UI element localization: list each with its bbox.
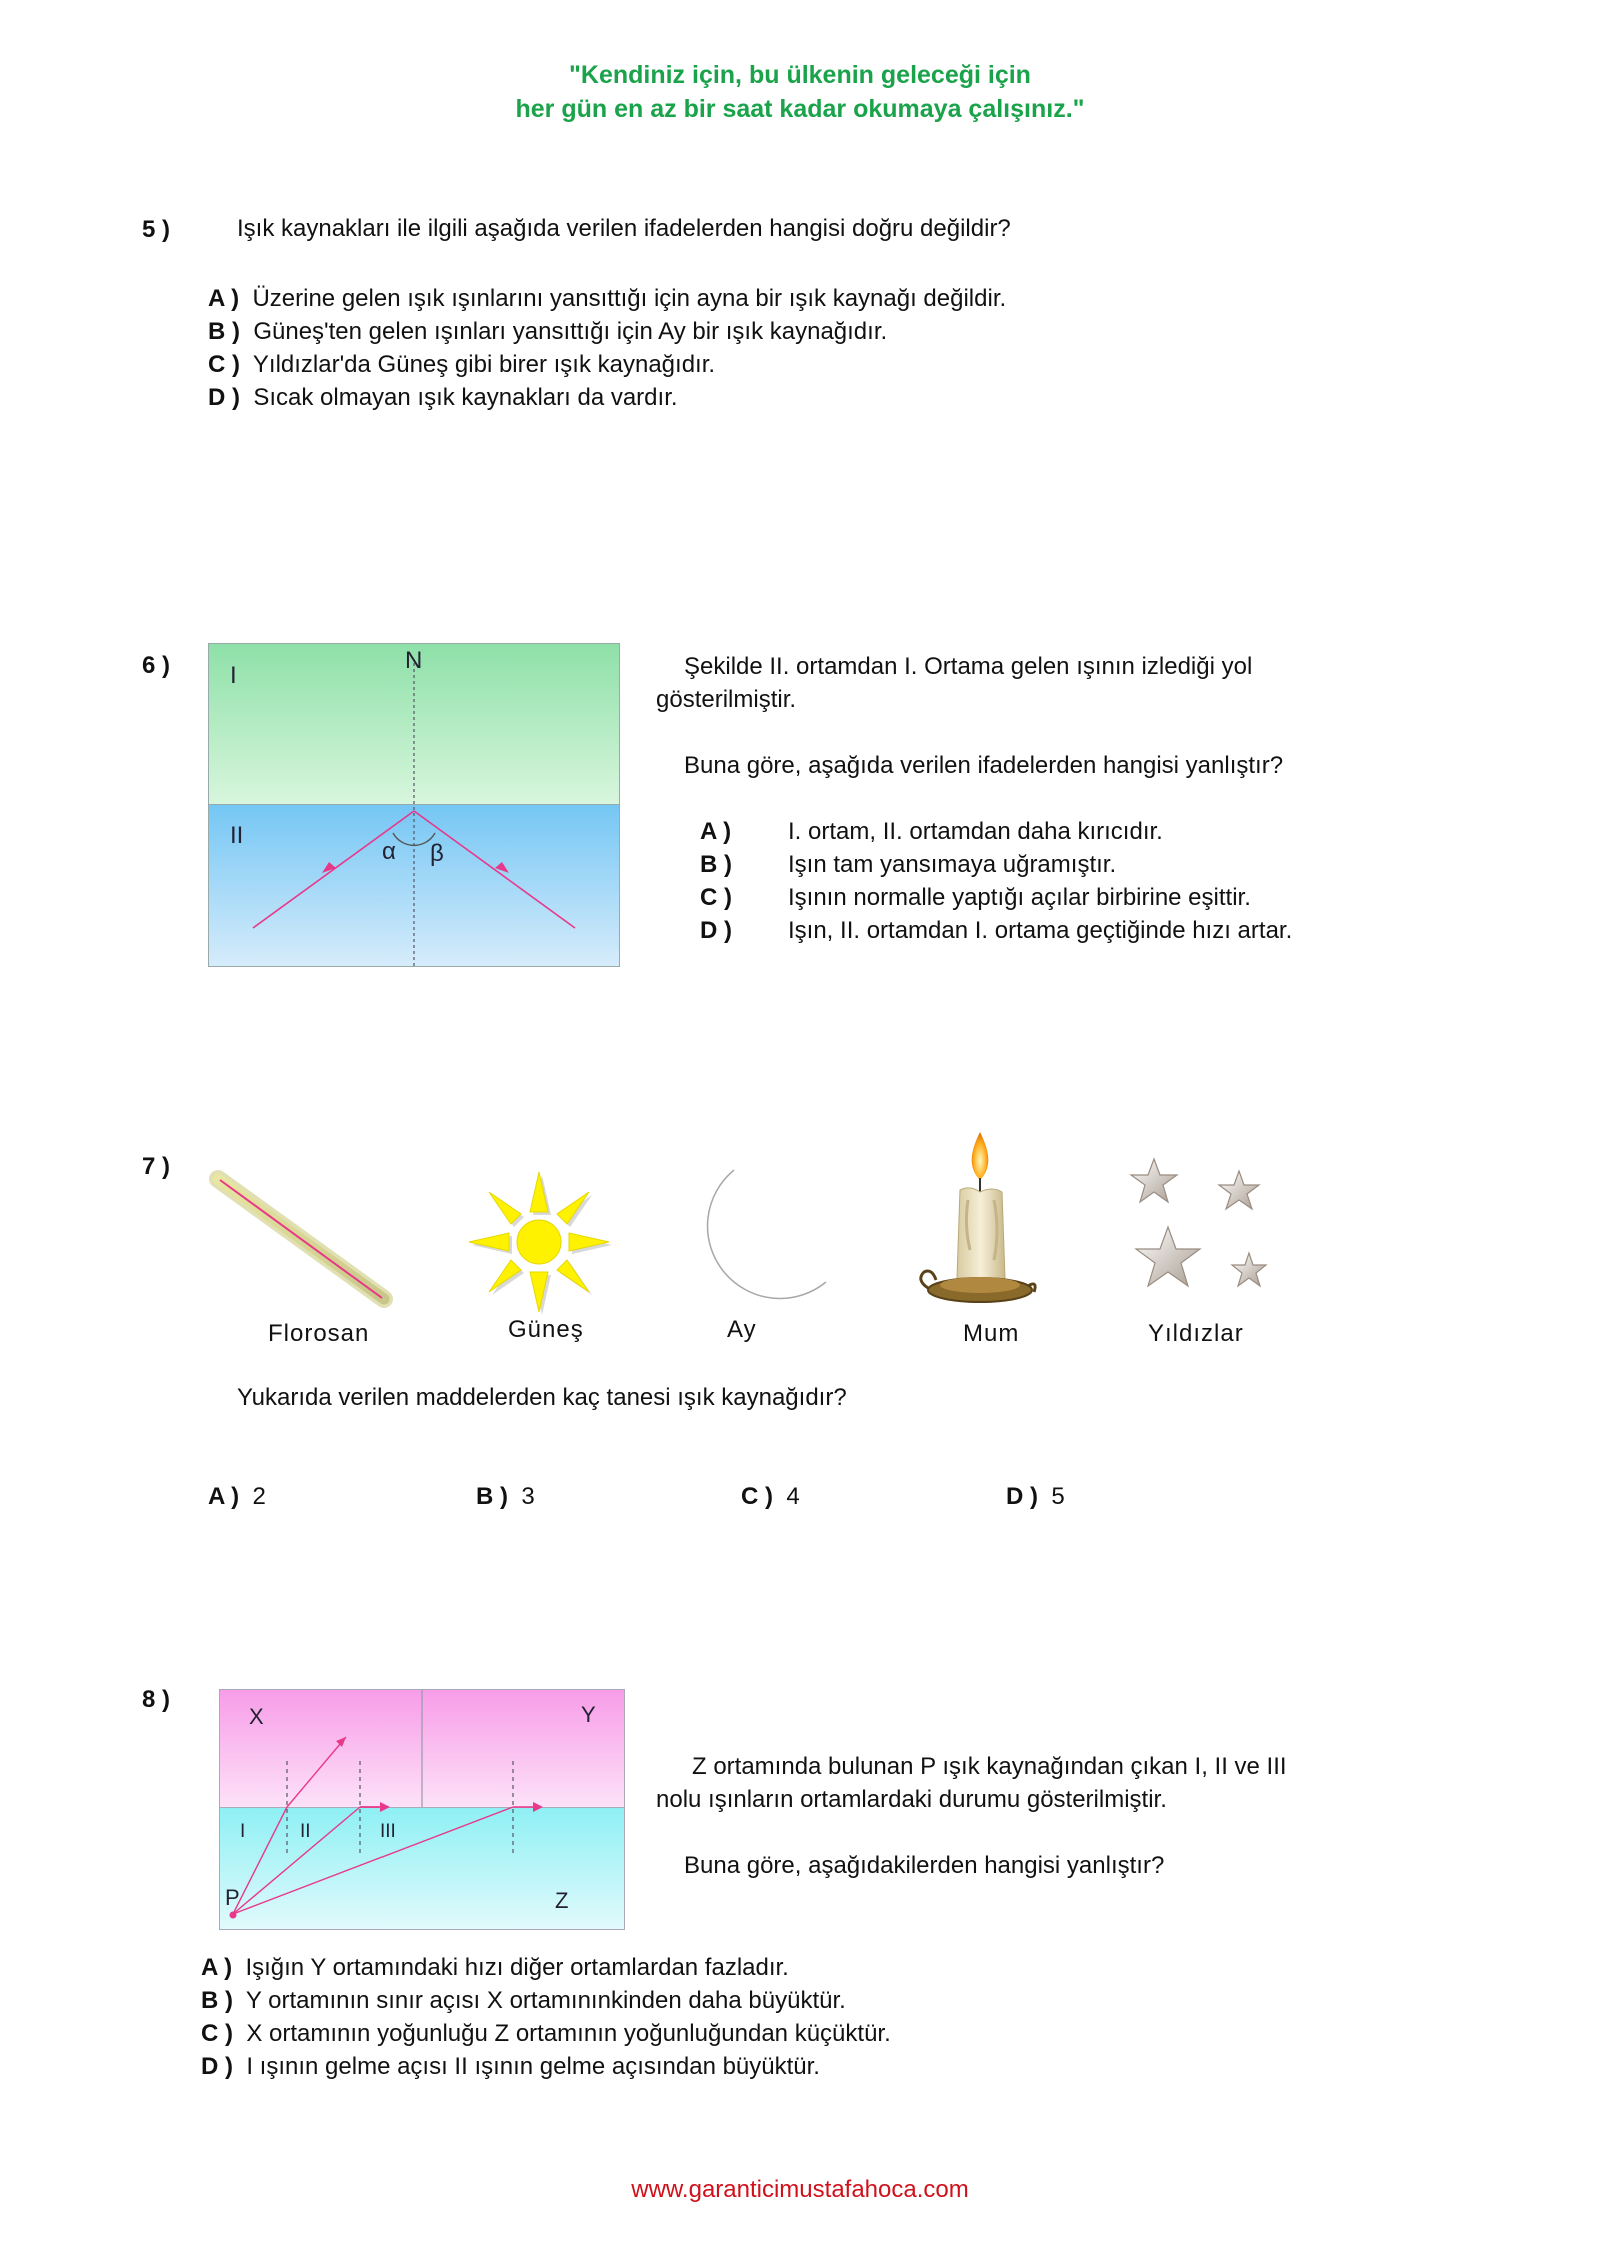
label-medium-ii: II [230, 822, 244, 849]
label-ray-iii: III [380, 1821, 396, 1842]
question-number: 5 ) [142, 216, 171, 243]
option-text: Işığın Y ortamındaki hızı diğer ortamlardan fazladır. [245, 1954, 789, 1981]
motto-line-2: her gün en az bir saat kadar okumaya çalışınız." [515, 95, 1085, 123]
option-text: 4 [786, 1483, 800, 1510]
option-text: X ortamının yoğunluğu Z ortamının yoğunluğundan küçüktür. [246, 2020, 891, 2047]
media-figure [219, 1689, 625, 1931]
option-a[interactable] [700, 815, 1163, 848]
option-a[interactable] [208, 282, 1006, 315]
image-label-mum: Mum [963, 1320, 1020, 1347]
option-letter: D ) [700, 917, 732, 944]
label-ray-ii: II [300, 1821, 311, 1842]
image-label-gunes: Güneş [508, 1316, 584, 1343]
option-letter: C ) [741, 1483, 773, 1510]
option-letter: A ) [208, 285, 240, 312]
option-d[interactable] [1006, 1480, 1065, 1513]
label-beta: β [430, 840, 444, 867]
option-letter: B ) [700, 851, 732, 878]
question-text: Işık kaynakları ile ilgili aşağıda verilen ifadelerden hangisi doğru değildir? [237, 215, 1011, 242]
option-text: 3 [521, 1483, 535, 1510]
footer-link[interactable]: www.garanticimustafahoca.com [631, 2176, 969, 2203]
option-c[interactable] [741, 1480, 800, 1513]
option-letter: B ) [208, 318, 240, 345]
option-text: Işın tam yansımaya uğramıştır. [788, 851, 1117, 878]
label-x: X [249, 1704, 264, 1729]
option-letter: A ) [201, 1954, 233, 1981]
option-d[interactable] [700, 914, 1292, 947]
question-prompt: Yukarıda verilen maddelerden kaç tanesi ışık kaynağıdır? [237, 1384, 847, 1411]
option-c[interactable] [208, 348, 715, 381]
question-number: 7 ) [142, 1153, 171, 1180]
question-prompt: Buna göre, aşağıdakilerden hangisi yanlıştır? [684, 1852, 1165, 1879]
question-text-line-2: nolu ışınların ortamlardaki durumu gösterilmiştir. [656, 1786, 1167, 1813]
fluorescent-tube-icon [206, 1165, 396, 1315]
option-b[interactable] [201, 1984, 846, 2017]
label-z: Z [555, 1888, 569, 1913]
option-a[interactable] [208, 1480, 266, 1513]
option-letter: D ) [201, 2053, 233, 2080]
option-a[interactable] [201, 1951, 789, 1984]
image-label-florosan: Florosan [268, 1320, 370, 1347]
option-letter: C ) [700, 884, 732, 911]
option-letter: D ) [1006, 1483, 1038, 1510]
option-b[interactable] [208, 315, 887, 348]
label-medium-i: I [230, 662, 237, 689]
motto-line-1: "Kendiniz için, bu ülkenin geleceği için [569, 61, 1031, 89]
option-text: Işın, II. ortamdan I. ortama geçtiğinde hızı artar. [788, 917, 1293, 944]
option-text: Sıcak olmayan ışık kaynakları da vardır. [253, 384, 678, 411]
question-number: 8 ) [142, 1686, 171, 1713]
option-letter: C ) [208, 351, 240, 378]
candle-icon [910, 1130, 1040, 1315]
option-text: Yıldızlar'da Güneş gibi birer ışık kaynağıdır. [252, 351, 716, 378]
refraction-figure [208, 643, 620, 968]
sun-icon [464, 1170, 614, 1315]
option-b[interactable] [476, 1480, 535, 1513]
option-letter: C ) [201, 2020, 233, 2047]
option-text: Üzerine gelen ışık ışınlarını yansıttığı için ayna bir ışık kaynağı değildir. [252, 285, 1007, 312]
option-letter: A ) [700, 818, 732, 845]
label-normal: N [405, 647, 423, 674]
question-text-line-2: gösterilmiştir. [656, 686, 797, 713]
option-letter: A ) [208, 1483, 240, 1510]
option-letter: B ) [201, 1987, 233, 2014]
label-p: P [225, 1885, 240, 1910]
option-letter: B ) [476, 1483, 508, 1510]
label-ray-i: I [240, 1821, 246, 1842]
stars-icon [1124, 1155, 1274, 1315]
option-text: 2 [252, 1483, 266, 1510]
option-c[interactable] [700, 881, 1251, 914]
option-text: I ışının gelme açısı II ışının gelme açısından büyüktür. [246, 2053, 820, 2080]
option-text: Y ortamının sınır açısı X ortamınınkinden daha büyüktür. [245, 1987, 846, 2014]
label-y: Y [581, 1702, 596, 1727]
option-b[interactable] [700, 848, 1116, 881]
question-number: 6 ) [142, 652, 171, 679]
option-c[interactable] [201, 2017, 891, 2050]
question-text-line-1: Şekilde II. ortamdan I. Ortama gelen ışının izlediği yol [684, 653, 1253, 680]
option-text: I. ortam, II. ortamdan daha kırıcıdır. [788, 818, 1163, 845]
image-label-yildizlar: Yıldızlar [1148, 1320, 1244, 1347]
option-text: 5 [1051, 1483, 1065, 1510]
option-text: Güneş'ten gelen ışınları yansıttığı için Ay bir ışık kaynağıdır. [253, 318, 888, 345]
option-d[interactable] [208, 381, 678, 414]
option-d[interactable] [201, 2050, 820, 2083]
label-alpha: α [382, 838, 396, 865]
question-prompt: Buna göre, aşağıda verilen ifadelerden hangisi yanlıştır? [684, 752, 1284, 779]
question-text-line-1: Z ortamında bulunan P ışık kaynağından çıkan I, II ve III [692, 1753, 1287, 1780]
light-source-point [230, 1912, 237, 1919]
moon-icon [696, 1160, 836, 1310]
option-text: Işının normalle yaptığı açılar birbirine eşittir. [788, 884, 1251, 911]
option-letter: D ) [208, 384, 240, 411]
image-label-ay: Ay [727, 1316, 757, 1343]
